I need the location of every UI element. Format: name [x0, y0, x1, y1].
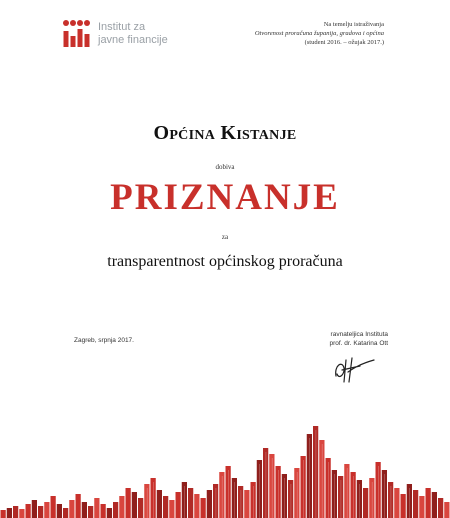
- place-date: Zagreb, srpnja 2017.: [74, 337, 134, 344]
- skyline-bar: [213, 484, 218, 518]
- skyline-bar: [438, 498, 443, 518]
- skyline-bar: [144, 484, 149, 518]
- skyline-bar-stripe: [222, 476, 223, 518]
- skyline-bar: [332, 470, 337, 518]
- skyline-bar: [288, 480, 293, 518]
- skyline-bar-stripe: [272, 458, 273, 518]
- skyline-bar: [419, 496, 424, 518]
- skyline-bar: [426, 488, 431, 518]
- skyline-bar-stripe: [291, 484, 292, 518]
- skyline-bar-stripe: [278, 470, 279, 518]
- skyline-bar: [194, 494, 199, 518]
- skyline-bar: [432, 492, 437, 518]
- skyline-bar-stripe: [359, 484, 360, 518]
- skyline-bar: [19, 509, 24, 518]
- skyline-bar-stripe: [391, 486, 392, 518]
- skyline-bar: [382, 470, 387, 518]
- skyline-bar: [51, 496, 56, 518]
- skyline-bar: [269, 454, 274, 518]
- skyline-bar-stripe: [378, 466, 379, 518]
- skyline-bar: [94, 498, 99, 518]
- skyline-bar: [132, 492, 137, 518]
- people-bars-icon: [62, 19, 92, 47]
- logo-line-1: Institut za: [98, 21, 146, 33]
- skyline-bar-stripe: [241, 490, 242, 518]
- skyline-bar: [32, 500, 37, 518]
- skyline-bar: [313, 426, 318, 518]
- skyline-bar: [201, 498, 206, 518]
- skyline-bar: [226, 466, 231, 518]
- award-reason: transparentnost općinskog proračuna: [107, 253, 343, 270]
- skyline-bar: [82, 502, 87, 518]
- skyline-bar: [388, 482, 393, 518]
- skyline-bar-stripe: [253, 486, 254, 518]
- skyline-bar: [413, 490, 418, 518]
- skyline-bar-stripe: [409, 488, 410, 518]
- skyline-bar: [38, 506, 43, 518]
- skyline-bar: [369, 478, 374, 518]
- skyline-bar: [88, 506, 93, 518]
- skyline-bar: [126, 488, 131, 518]
- skyline-bar: [444, 502, 449, 518]
- skyline-bar: [238, 486, 243, 518]
- receives-label: dobiva: [215, 163, 235, 171]
- skyline-bar-stripe: [309, 438, 310, 518]
- skyline-bar: [76, 494, 81, 518]
- logo-line-2: javne financije: [98, 34, 168, 46]
- skyline-bar-stripe: [234, 482, 235, 518]
- skyline-bar: [326, 458, 331, 518]
- skyline-bar: [363, 488, 368, 518]
- skyline-bar: [257, 460, 262, 518]
- skyline-bar-stripe: [266, 452, 267, 518]
- logo-text: [98, 21, 168, 47]
- skyline-bar-stripe: [297, 472, 298, 518]
- skyline-bar-stripe: [216, 488, 217, 518]
- skyline-bar-stripe: [184, 486, 185, 518]
- skyline-bar: [294, 468, 299, 518]
- skyline-bar: [276, 466, 281, 518]
- award-title: PRIZNANJE: [110, 177, 340, 218]
- skyline-bar: [57, 504, 62, 518]
- skyline-bar: [151, 478, 156, 518]
- skyline-bar: [319, 440, 324, 518]
- source-line-1: Na temelju istraživanja: [323, 21, 384, 28]
- skyline-bar-stripe: [316, 430, 317, 518]
- recipient-name: Općina Kistanje: [153, 122, 297, 144]
- skyline-bar: [7, 508, 12, 518]
- skyline-bar: [232, 478, 237, 518]
- skyline-bar: [44, 502, 49, 518]
- skyline-bar: [157, 490, 162, 518]
- skyline-bar: [401, 494, 406, 518]
- signatory-title: ravnateljica Instituta: [330, 331, 388, 338]
- skyline-bar-stripe: [303, 460, 304, 518]
- skyline-bar: [351, 472, 356, 518]
- skyline-bar: [113, 502, 118, 518]
- skyline-bar-stripe: [259, 464, 260, 518]
- institute-logo: [62, 19, 168, 47]
- skyline-bar: [182, 482, 187, 518]
- skyline-bar-stripe: [347, 468, 348, 518]
- skyline-bar: [207, 490, 212, 518]
- skyline-bars-decoration: [0, 410, 450, 518]
- skyline-bar-stripe: [153, 482, 154, 518]
- skyline-bar-stripe: [228, 470, 229, 518]
- skyline-bar: [263, 448, 268, 518]
- skyline-bar: [101, 504, 106, 518]
- skyline-bar: [357, 480, 362, 518]
- skyline-bar: [307, 434, 312, 518]
- skyline-bars: [1, 426, 450, 518]
- skyline-bar: [338, 476, 343, 518]
- skyline-bar-stripe: [322, 444, 323, 518]
- skyline-bar: [69, 500, 74, 518]
- source-line-2: Otvorenost proračuna županija, gradova i općina: [254, 30, 384, 37]
- skyline-bar: [26, 504, 31, 518]
- signatory: [329, 330, 388, 348]
- skyline-bar-stripe: [341, 480, 342, 518]
- skyline-bar: [138, 498, 143, 518]
- skyline-bar: [219, 472, 224, 518]
- skyline-bar-stripe: [334, 474, 335, 518]
- skyline-bar: [376, 462, 381, 518]
- skyline-bar: [244, 490, 249, 518]
- skyline-bar: [169, 500, 174, 518]
- signatory-name: prof. dr. Katarina Ott: [329, 340, 388, 347]
- skyline-bar: [344, 464, 349, 518]
- research-source: [174, 20, 384, 47]
- skyline-bar: [188, 488, 193, 518]
- handwritten-signature: [330, 354, 378, 386]
- skyline-bar: [407, 484, 412, 518]
- skyline-bar: [176, 492, 181, 518]
- skyline-bar-stripe: [328, 462, 329, 518]
- skyline-bar: [107, 508, 112, 518]
- skyline-bar-stripe: [384, 474, 385, 518]
- skyline-bar: [119, 496, 124, 518]
- skyline-bar: [13, 506, 18, 518]
- skyline-bar: [63, 508, 68, 518]
- skyline-bar-stripe: [372, 482, 373, 518]
- source-line-3: (studeni 2016. – ožujak 2017.): [304, 39, 384, 46]
- skyline-bar: [163, 496, 168, 518]
- skyline-bar-stripe: [147, 488, 148, 518]
- skyline-bar-stripe: [353, 476, 354, 518]
- for-label: za: [221, 233, 229, 241]
- skyline-bar: [282, 474, 287, 518]
- skyline-bar-stripe: [284, 478, 285, 518]
- skyline-bar: [394, 488, 399, 518]
- skyline-bar: [1, 510, 6, 518]
- skyline-bar: [251, 482, 256, 518]
- skyline-bar: [301, 456, 306, 518]
